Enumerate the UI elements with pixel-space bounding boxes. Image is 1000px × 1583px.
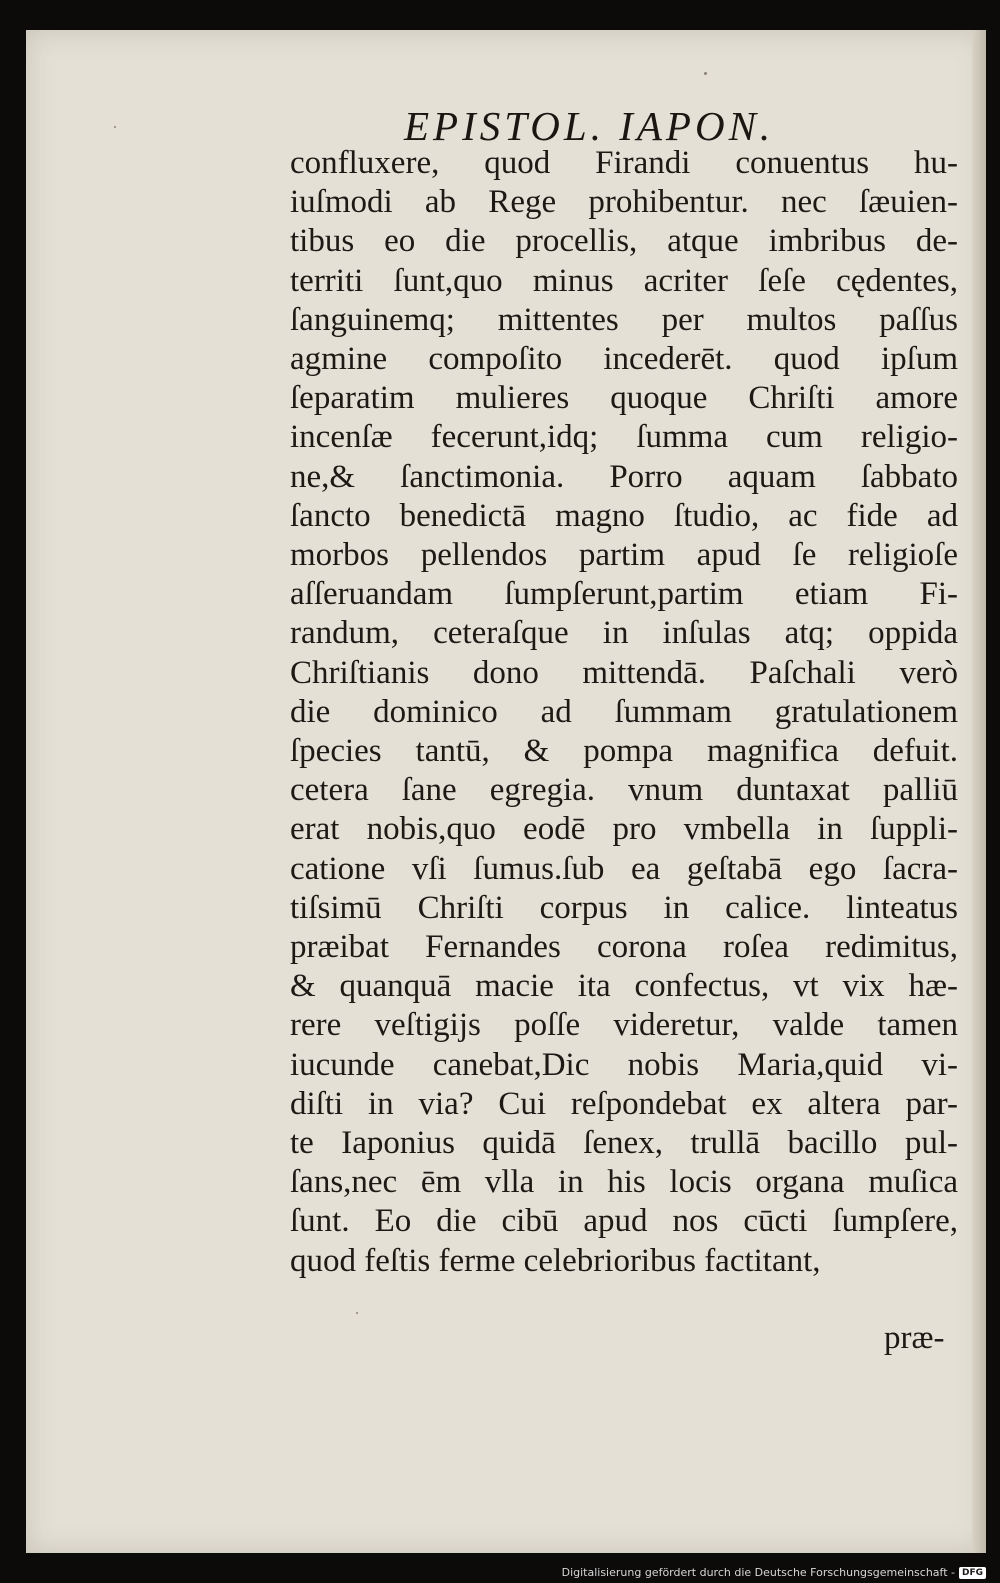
- text-line: catione vſi ſumus.ſub ea geſtabā ego ſacra-: [290, 850, 958, 887]
- text-line: die dominico ad ſummam gratulationem: [290, 693, 958, 730]
- text-line: randum, ceteraſque in inſulas atq; oppida: [290, 615, 958, 652]
- text-line: agmine compoſito incederēt. quod ipſum: [290, 341, 958, 378]
- text-line: Chriſtianis dono mittendā. Paſchali verò: [290, 654, 958, 691]
- text-line: diſti in via? Cui reſpondebat ex altera par-: [290, 1085, 958, 1122]
- credit-text: Digitalisierung gefördert durch die Deutsche Forschungsgemeinschaft -: [561, 1566, 955, 1579]
- text-line: ſunt. Eo die cibū apud nos cūcti ſumpſere,: [290, 1203, 958, 1240]
- text-line: morbos pellendos partim apud ſe religioſe: [290, 537, 958, 574]
- text-line: ſans,nec ēm vlla in his locis organa muſica: [290, 1164, 958, 1201]
- text-line: ne,& ſanctimonia. Porro aquam ſabbato: [290, 458, 958, 495]
- text-line: territi ſunt,quo minus acriter ſeſe cędentes,: [290, 262, 958, 299]
- running-head: EPISTOL. IAPON.: [404, 103, 775, 149]
- catchword: præ-: [884, 1320, 945, 1356]
- text-line: iucunde canebat,Dic nobis Maria,quid vi-: [290, 1046, 958, 1083]
- text-line: & quanquā macie ita confectus, vt vix hæ-: [290, 968, 958, 1005]
- text-line: tiſsimū Chriſti corpus in calice. linteatus: [290, 889, 958, 926]
- digitization-credit: [562, 1566, 986, 1579]
- text-line: tibus eo die procellis, atque imbribus de-: [290, 223, 958, 260]
- text-line: ſanguinemq; mittentes per multos paſſus: [290, 301, 958, 338]
- text-line: iuſmodi ab Rege prohibentur. nec ſæuien-: [290, 184, 958, 221]
- paper-speck: [114, 126, 116, 128]
- text-line: te Iaponius quidā ſenex, trullā bacillo pul-: [290, 1125, 958, 1162]
- text-line: quod feſtis ferme celebrioribus factitant,: [290, 1242, 821, 1279]
- text-line: præibat Fernandes corona roſea redimitus,: [290, 929, 958, 966]
- body-text: [290, 144, 958, 1281]
- paper-speck: [704, 72, 707, 75]
- text-line: ſeparatim mulieres quoque Chriſti amore: [290, 380, 958, 417]
- paper-speck: [356, 1312, 358, 1314]
- text-line: confluxere, quod Firandi conuentus hu-: [290, 145, 958, 181]
- text-line: ſpecies tantū, & pompa magnifica defuit.: [290, 733, 958, 770]
- text-line: cetera ſane egregia. vnum duntaxat palliū: [290, 772, 958, 809]
- text-line: erat nobis,quo eodē pro vmbella in ſuppli-: [290, 811, 958, 848]
- text-line: incenſæ fecerunt,idq; ſumma cum religio-: [290, 419, 958, 456]
- text-line: aſſeruandam ſumpſerunt,partim etiam Fi-: [290, 576, 958, 613]
- book-page: [26, 30, 986, 1553]
- page-edge-shadow: [972, 30, 986, 1553]
- dfg-logo: DFG: [959, 1567, 986, 1579]
- text-line: rere veſtigijs poſſe videretur, valde tamen: [290, 1007, 958, 1044]
- text-line: ſancto benedictā magno ſtudio, ac fide ad: [290, 497, 958, 534]
